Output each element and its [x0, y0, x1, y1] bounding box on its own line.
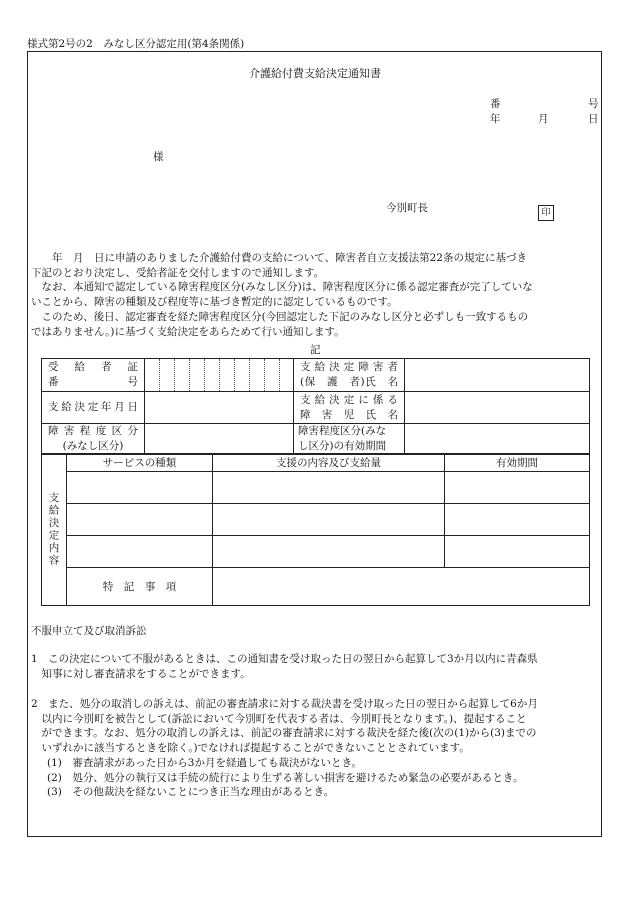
child-name-label-cell: [294, 392, 405, 424]
body-line: なお、本通知で認定している障害程度区分(みなし区分)は、障害程度区分に係る認定審査が完了していな: [31, 281, 533, 294]
appeal-sub-1: (1) 審査請求があった日から3か月を経過しても裁決がないとき。: [47, 756, 363, 769]
decision-person-label-cell: [294, 359, 405, 392]
recipient-suffix: 様: [153, 151, 164, 163]
recipient-cert-number-field[interactable]: [145, 359, 294, 392]
validity-field[interactable]: [405, 424, 590, 455]
content-cell[interactable]: [213, 536, 445, 568]
special-notes-label: 特 記 事 項: [67, 568, 213, 606]
seal-mark: [538, 200, 554, 221]
validity-label-cell: [294, 424, 405, 455]
child-name-field[interactable]: [405, 392, 590, 424]
decision-content-table: [41, 453, 590, 606]
body-line: このため、後日、認定審査を経た障害程度区分(今回認定した下記のみなし区分と必ずしも一致するもの: [31, 310, 529, 323]
number-label: 番: [490, 98, 501, 110]
body-paragraph-1: [31, 251, 601, 339]
form-number: 様式第2号の2 みなし区分認定用(第4条関係): [27, 38, 245, 50]
recipient-cert-label: 受 給 者 証: [48, 361, 138, 373]
degree-label2: (みなし区分): [62, 440, 124, 452]
degree-field[interactable]: [145, 424, 294, 455]
body-line: ではありません。)に基づく支給決定をあらためて行い通知します。: [31, 325, 345, 338]
service-cell[interactable]: [67, 536, 213, 568]
special-notes-field[interactable]: [213, 568, 590, 606]
appeal-item-1: [31, 652, 601, 681]
appeal-line: ができます。なお、処分の取消しの訴えは、前記の審査請求に対する裁決を経た後(次の(1)から(3)までの: [31, 727, 537, 740]
appeal-line: 1 この決定について不服があるときは、この通知書を受け取った日の翌日から起算して3か月以内に青森県: [31, 653, 538, 665]
degree-label-cell: [42, 424, 145, 455]
validity-label2: し区分)の有効期間: [298, 440, 387, 452]
period-cell[interactable]: [445, 536, 590, 568]
year-label: 年: [490, 113, 501, 125]
appeal-sub-3: (3) その他裁決を経ないことにつき正当な理由があるとき。: [47, 786, 335, 799]
col-period-header: 有効期間: [445, 454, 590, 472]
document-title: 介護給付費支給決定通知書: [249, 67, 381, 80]
period-cell[interactable]: [445, 472, 590, 504]
child-name-label: 支給決定に係る: [300, 393, 398, 406]
decision-date-label-cell: [42, 392, 145, 424]
content-cell[interactable]: [213, 472, 445, 504]
recipient-info-table: [41, 358, 590, 455]
side-label-cell: [42, 454, 67, 606]
appeal-line: 知事に対し審査請求をすることができます。: [31, 667, 251, 680]
service-cell[interactable]: [67, 504, 213, 536]
decision-date-field[interactable]: [145, 392, 294, 424]
side-label: 支給決定内容: [47, 492, 60, 567]
degree-label: 障害程度区分: [48, 425, 138, 437]
col-content-header: 支援の内容及び支給量: [213, 454, 445, 472]
appeal-line: いずれかに該当するときを除く。)でなければ提起することができないこととされています。: [31, 742, 470, 755]
child-name-label2: 障 害 児 氏 名: [300, 408, 398, 421]
body-line: いことから、障害の種類及び程度等に基づき暫定的に認定しているものです。: [31, 296, 398, 309]
number-suffix: 号: [588, 98, 599, 110]
service-cell[interactable]: [67, 472, 213, 504]
col-service-header: サービスの種類: [67, 454, 213, 472]
period-cell[interactable]: [445, 504, 590, 536]
validity-label: 障害程度区分(みな: [298, 425, 387, 437]
seal-text: 印: [538, 205, 554, 221]
issuer-name: 今別町長: [386, 202, 428, 214]
appeal-heading: 不服申立て及び取消訴訟: [31, 625, 147, 637]
body-line: 年 月 日に申請のありました介護給付費の支給について、障害者自立支援法第22条の規定に基づき: [31, 252, 527, 264]
ki-label: 記: [310, 344, 321, 356]
decision-person-label2: (保 護 者)氏 名: [300, 376, 398, 388]
decision-person-label: 支給決定障害者: [300, 361, 398, 373]
appeal-item-2: [31, 697, 601, 800]
appeal-line: 2 また、処分の取消しの訴えは、前記の審査請求に対する裁決書を受け取った日の翌日から起算して6か月: [31, 698, 538, 710]
decision-person-name-field[interactable]: [405, 359, 590, 392]
appeal-line: 以内に今別町を被告として(訴訟において今別町を代表する者は、今別町長となります。)、提起すること: [31, 712, 527, 725]
recipient-cert-label-cell: [42, 359, 145, 392]
content-cell[interactable]: [213, 504, 445, 536]
day-label: 日: [588, 113, 599, 125]
appeal-sub-2: (2) 処分、処分の執行又は手続の続行により生ずる著しい損害を避けるため緊急の必要があるとき。: [47, 771, 524, 784]
body-line: 下記のとおり決定し、受給者証を交付しますので通知します。: [31, 266, 325, 279]
recipient-cert-label2: 番 号: [48, 376, 138, 388]
decision-date-label: 支給決定年月日: [48, 401, 138, 413]
month-label: 月: [538, 113, 549, 125]
